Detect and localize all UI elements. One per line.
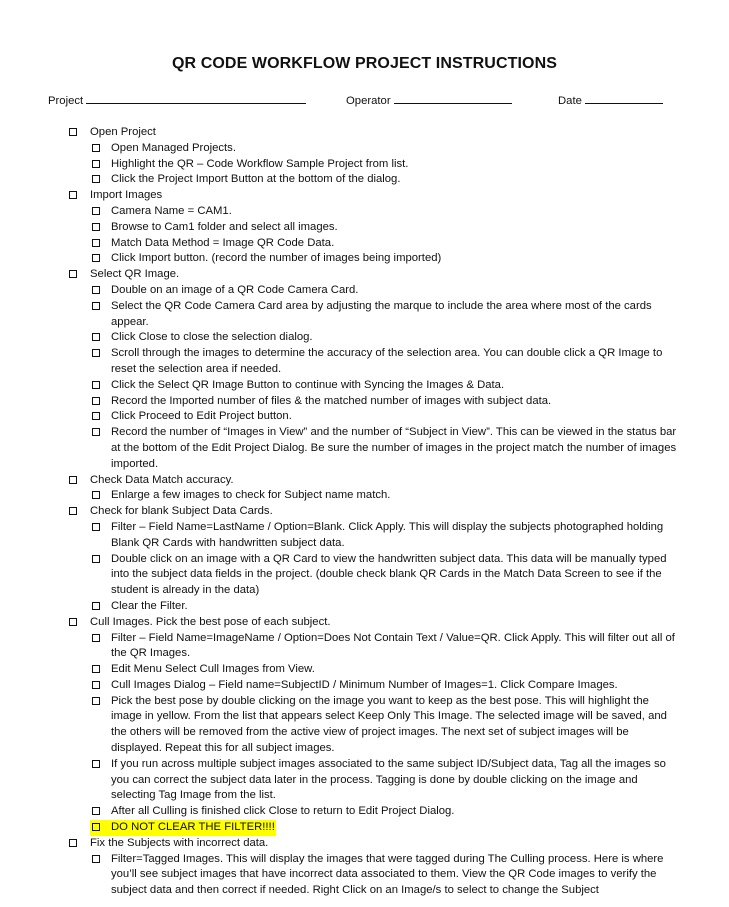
- step-text: Click Proceed to Edit Project button.: [111, 410, 292, 423]
- checkbox-icon[interactable]: [92, 397, 100, 405]
- step-text: Match Data Method = Image QR Code Data.: [111, 236, 335, 249]
- step-text: Enlarge a few images to check for Subject name match.: [111, 489, 391, 502]
- section-label: Import Images: [90, 189, 163, 202]
- checkbox-icon[interactable]: [92, 349, 100, 357]
- step-text: Click the Project Import Button at the bottom of the dialog.: [111, 173, 401, 186]
- section-label: Check Data Match accuracy.: [90, 473, 234, 486]
- checkbox-icon[interactable]: [92, 207, 100, 215]
- checkbox-icon[interactable]: [92, 697, 100, 705]
- checkbox-icon[interactable]: [92, 807, 100, 815]
- checkbox-icon[interactable]: [92, 254, 100, 262]
- section-label: Cull Images. Pick the best pose of each subject.: [90, 615, 331, 628]
- checkbox-icon[interactable]: [69, 839, 77, 847]
- checklist-step: [0, 330, 729, 346]
- checklist-step: [0, 520, 729, 552]
- checklist-step: [0, 631, 729, 663]
- date-blank-line[interactable]: [585, 94, 663, 104]
- checklist-step: [0, 299, 729, 331]
- checkbox-icon[interactable]: [92, 428, 100, 436]
- checklist-section: [0, 504, 729, 520]
- operator-label: Operator: [346, 95, 391, 107]
- checkbox-icon[interactable]: [92, 555, 100, 563]
- step-text: Highlight the QR – Code Workflow Sample Project from list.: [111, 157, 409, 170]
- checklist-step: [0, 141, 729, 157]
- checkbox-icon[interactable]: [69, 128, 77, 136]
- checklist-step: [0, 804, 729, 820]
- checkbox-icon[interactable]: [69, 270, 77, 278]
- step-text: Cull Images Dialog – Field name=SubjectID / Minimum Number of Images=1. Click Compare Images.: [111, 678, 618, 691]
- step-text: Browse to Cam1 folder and select all images.: [111, 220, 338, 233]
- checkbox-icon[interactable]: [92, 381, 100, 389]
- step-text: Pick the best pose by double clicking on the image you want to keep as the best pose. This will highlight the image in yellow. From the list that appears select Keep Only This Image. The selected image will be saved, and the others will be removed from the active view of project images. The next set of subject images will be displayed. Repeat this for all subject images.: [111, 694, 667, 755]
- checklist-step: [0, 757, 729, 804]
- checkbox-icon[interactable]: [69, 507, 77, 515]
- project-field[interactable]: [48, 94, 306, 107]
- section-label: Open Project: [90, 126, 156, 138]
- checkbox-icon[interactable]: [92, 160, 100, 168]
- checklist-step: [0, 251, 729, 267]
- checkbox-icon[interactable]: [92, 144, 100, 152]
- checkbox-icon[interactable]: [92, 823, 100, 831]
- step-text: Filter – Field Name=ImageName / Option=Does Not Contain Text / Value=QR. Click Apply. This will filter out all of the QR Images.: [111, 631, 675, 660]
- checklist-step: [0, 394, 729, 410]
- checklist-step: [0, 599, 729, 615]
- step-text: Double on an image of a QR Code Camera Card.: [111, 283, 359, 296]
- date-label: Date: [558, 95, 582, 107]
- checklist-step: [0, 172, 729, 188]
- checklist-step: [0, 157, 729, 173]
- checklist-step: [0, 552, 729, 599]
- checklist-section: [0, 267, 729, 283]
- checkbox-icon[interactable]: [92, 602, 100, 610]
- checkbox-icon[interactable]: [69, 618, 77, 626]
- step-text: After all Culling is finished click Close to return to Edit Project Dialog.: [111, 805, 455, 818]
- date-field[interactable]: [558, 94, 663, 107]
- checklist-step: [0, 283, 729, 299]
- checkbox-icon[interactable]: [92, 634, 100, 642]
- checklist-step: [0, 662, 729, 678]
- checkbox-icon[interactable]: [92, 523, 100, 531]
- step-text: Select the QR Code Camera Card area by adjusting the marque to include the area where most of the cards appear.: [111, 299, 652, 328]
- project-blank-line[interactable]: [86, 94, 306, 104]
- checklist-step: [0, 204, 729, 220]
- highlight-marker: [90, 820, 276, 836]
- checkbox-icon[interactable]: [92, 302, 100, 310]
- instruction-checklist: [0, 125, 729, 899]
- header-fields: [48, 94, 688, 112]
- step-text: Double click on an image with a QR Card to view the handwritten subject data. This data will be manually typed into the subject data fields in the project. (double check blank QR Cards in the Match Data Screen to see if the student is already in the data): [111, 552, 667, 597]
- checklist-section: [0, 188, 729, 204]
- checklist-step: [0, 236, 729, 252]
- checkbox-icon[interactable]: [92, 760, 100, 768]
- section-label: Select QR Image.: [90, 268, 180, 281]
- checklist-step: [0, 220, 729, 236]
- step-text: Clear the Filter.: [111, 599, 188, 612]
- step-text: Record the number of “Images in View” and the number of “Subject in View”. This can be viewed in the status bar at the bottom of the Edit Project Dialog. Be sure the number of images in the project match the number of images imported.: [111, 426, 677, 470]
- step-text: Edit Menu Select Cull Images from View.: [111, 663, 315, 676]
- step-text: Click Import button. (record the number of images being imported): [111, 252, 442, 265]
- step-text: Click Close to close the selection dialog.: [111, 331, 313, 344]
- checkbox-icon[interactable]: [92, 665, 100, 673]
- project-label: Project: [48, 95, 84, 107]
- checklist-step: [0, 678, 729, 694]
- step-text: Filter – Field Name=LastName / Option=Blank. Click Apply. This will display the subjects photographed holding Blank QR Cards with handwritten subject data.: [111, 520, 664, 549]
- section-label: Fix the Subjects with incorrect data.: [90, 836, 269, 849]
- checklist-step: [0, 346, 729, 378]
- checkbox-icon[interactable]: [92, 223, 100, 231]
- step-text: If you run across multiple subject images associated to the same subject ID/Subject data, Tag all the images so you can correct the subject data later in the process. Tagging is done by double clicking on the image and selecting Tag Image from the list.: [111, 757, 666, 802]
- checkbox-icon[interactable]: [69, 476, 77, 484]
- step-text: Click the Select QR Image Button to continue with Syncing the Images & Data.: [111, 378, 505, 391]
- checkbox-icon[interactable]: [92, 855, 100, 863]
- checkbox-icon[interactable]: [92, 239, 100, 247]
- checklist-step: [0, 425, 729, 472]
- operator-blank-line[interactable]: [394, 94, 512, 104]
- checkbox-icon[interactable]: [92, 333, 100, 341]
- section-label: Check for blank Subject Data Cards.: [90, 505, 273, 518]
- checklist-section: [0, 615, 729, 631]
- checklist-step: [0, 852, 729, 899]
- checkbox-icon[interactable]: [92, 412, 100, 420]
- checkbox-icon[interactable]: [92, 175, 100, 183]
- step-text: Record the Imported number of files & the matched number of images with subject data.: [111, 394, 552, 407]
- step-text: Open Managed Projects.: [111, 141, 236, 154]
- checkbox-icon[interactable]: [92, 286, 100, 294]
- operator-field[interactable]: [346, 94, 512, 107]
- checklist-step: [0, 820, 729, 836]
- highlighted-warning-text: DO NOT CLEAR THE FILTER!!!!: [111, 821, 275, 834]
- step-text: Camera Name = CAM1.: [111, 204, 232, 217]
- checklist-section: [0, 125, 729, 141]
- step-text: Filter=Tagged Images. This will display the images that were tagged during The Culling process. Here is where you’ll see subject images that have incorrect data associated to them. View the QR Code images to verify the subject data and then correct if needed. Right Click on an Image/s to select to change the Subject: [111, 852, 664, 897]
- checkbox-icon[interactable]: [92, 491, 100, 499]
- checkbox-icon[interactable]: [92, 681, 100, 689]
- checklist-step: [0, 378, 729, 394]
- checklist-section: [0, 473, 729, 489]
- checklist-section: [0, 836, 729, 852]
- checkbox-icon[interactable]: [69, 191, 77, 199]
- step-text: Scroll through the images to determine the accuracy of the selection area. You can double click a QR Image to reset the selection area if needed.: [111, 347, 663, 375]
- document-title: QR CODE WORKFLOW PROJECT INSTRUCTIONS: [171, 55, 558, 72]
- checklist-step: [0, 694, 729, 757]
- checklist-step: [0, 488, 729, 504]
- checklist-step: [0, 409, 729, 425]
